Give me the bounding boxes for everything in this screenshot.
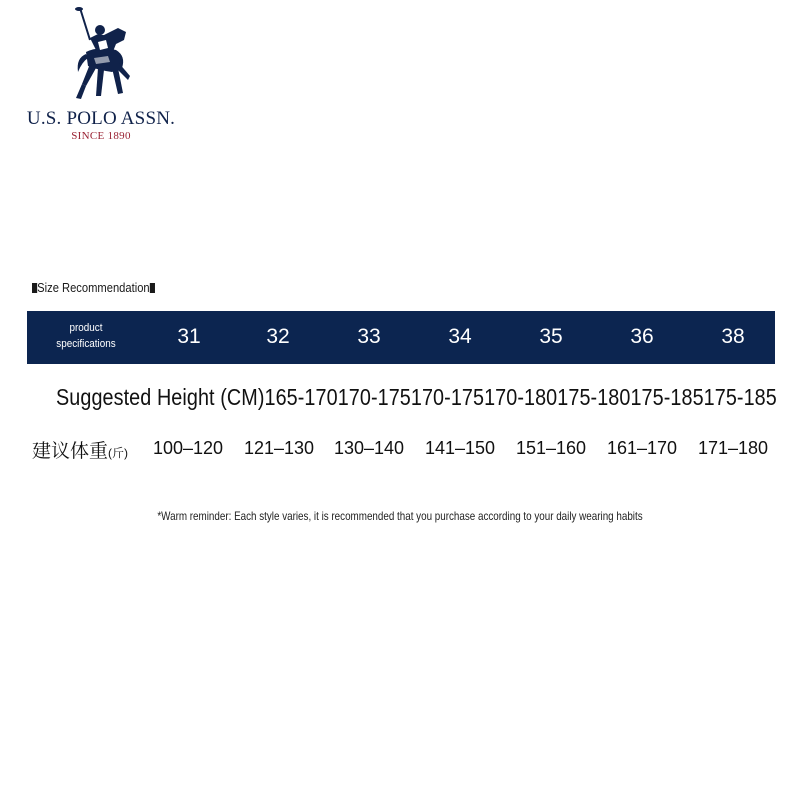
size-cell: 36	[630, 325, 654, 348]
suggested-height-row	[56, 384, 777, 411]
section-title	[32, 280, 155, 295]
height-cell: 175-185	[703, 384, 777, 410]
product-specifications-label: product specifications	[56, 322, 116, 350]
section-title-text: Size Recommendation	[37, 280, 150, 295]
height-cell: 175-180	[557, 384, 631, 410]
bracket-right-icon	[150, 283, 155, 293]
weight-cell: 171–180	[697, 438, 769, 458]
brand-logo	[22, 6, 180, 146]
warm-reminder-note: *Warm reminder: Each style varies, it is recommended that you purchase according to your daily wearing habits	[157, 509, 643, 523]
weight-cell: 141–150	[424, 438, 496, 458]
weight-cell: 130–140	[333, 438, 405, 458]
weight-label	[32, 436, 128, 463]
weight-cell: 161–170	[606, 438, 678, 458]
size-cell: 31	[177, 325, 201, 348]
weight-unit: (斤)	[108, 446, 129, 460]
weight-label-text: 建议体重	[32, 441, 109, 462]
height-label: Suggested Height (CM)	[56, 384, 265, 410]
polo-player-horse-icon	[68, 6, 138, 106]
size-header-bar	[27, 311, 775, 364]
brand-since: SINCE 1890	[71, 130, 131, 142]
size-cell: 35	[539, 325, 563, 348]
height-cell: 170-180	[484, 384, 558, 410]
size-cell: 33	[357, 325, 381, 348]
weight-cell: 121–130	[243, 438, 315, 458]
size-cell: 38	[721, 325, 745, 348]
height-cell: 175-185	[630, 384, 704, 410]
weight-cell: 151–160	[515, 438, 587, 458]
height-cell: 165-170	[264, 384, 338, 410]
weight-cell: 100–120	[152, 438, 224, 458]
height-cell: 170-175	[410, 384, 485, 410]
size-cell: 34	[448, 325, 472, 348]
brand-name: U.S. POLO ASSN.	[26, 108, 176, 129]
size-cell: 32	[266, 325, 290, 348]
height-cell: 170-175	[337, 384, 411, 410]
